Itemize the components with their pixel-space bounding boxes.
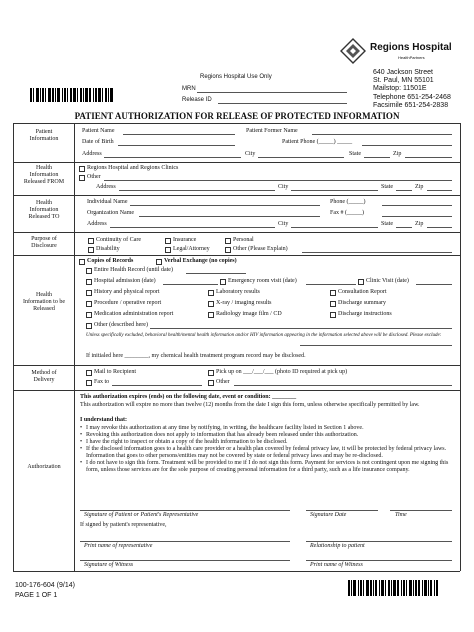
- to-zip-field[interactable]: [427, 227, 452, 228]
- rule: [13, 232, 460, 233]
- logo-text: Regions Hospital: [370, 42, 452, 53]
- rule: [74, 123, 75, 571]
- patient-state-label: State: [349, 151, 361, 157]
- from-state-field[interactable]: [396, 190, 412, 191]
- address-line: Facsimile 651-254-2838: [373, 101, 449, 109]
- patient-phone-label: Patient Phone (_____) _____: [282, 139, 353, 145]
- patient-address-label: Address: [82, 151, 102, 157]
- rule: [460, 123, 461, 571]
- from-other-field[interactable]: [104, 180, 452, 181]
- patient-city-field[interactable]: [258, 157, 344, 158]
- from-state-label: State: [381, 184, 393, 190]
- pickup-checkbox[interactable]: [208, 370, 214, 376]
- purpose-other-checkbox[interactable]: [225, 247, 231, 253]
- other-record-checkbox[interactable]: [86, 323, 92, 329]
- fax-field[interactable]: [112, 385, 202, 386]
- to-zip-label: Zip: [415, 221, 424, 227]
- understand-item: • If the disclosed information goes to a health care provider or a health plan covered by federal privacy law, it will be protected by federal privacy laws. Information that goes to other persons/entities may not be covered by state or federal privacy laws and may be re-disclosed.: [80, 446, 447, 459]
- copies-label: Copies of Records: [87, 258, 134, 264]
- radiology-label: Radiology image film / CD: [216, 311, 282, 317]
- address-line: Mailstop: 11501E: [373, 85, 427, 93]
- procedure-label: Procedure / operative report: [94, 300, 162, 306]
- hospital-admission-checkbox[interactable]: [86, 279, 92, 285]
- from-address-field[interactable]: [119, 190, 275, 191]
- mrn-line: [197, 92, 347, 93]
- logo-subtext: HealthPartners: [398, 55, 425, 60]
- to-individual-label: Individual Name: [87, 199, 128, 205]
- mrn-label: MRN: [182, 86, 196, 92]
- purpose-continuity-label: Continuity of Care: [96, 237, 141, 243]
- purpose-personal-checkbox[interactable]: [225, 238, 231, 244]
- patient-signature-field[interactable]: [80, 510, 290, 511]
- representative-note: If signed by patient's representative,: [80, 522, 167, 528]
- understand-item: • I have the right to inspect or obtain a copy of the health information to be disclosed.: [80, 439, 288, 445]
- dob-label: Date of Birth: [82, 139, 114, 145]
- section-purpose: Purpose of Disclosure: [31, 236, 57, 249]
- barcode-top: [30, 88, 120, 102]
- emergency-field[interactable]: [306, 284, 356, 285]
- print-witness-field[interactable]: [306, 560, 452, 561]
- discharge-instructions-label: Discharge instructions: [338, 311, 392, 317]
- from-city-label: City: [278, 184, 289, 190]
- hospital-address: [373, 69, 451, 110]
- purpose-insurance-checkbox[interactable]: [165, 238, 171, 244]
- consult-label: Consultation Report: [338, 289, 387, 295]
- to-phone-label: Phone (_____): [330, 199, 366, 205]
- entire-record-label: Entire Health Record (until date): [94, 267, 173, 273]
- from-regions-checkbox[interactable]: [79, 166, 85, 172]
- entire-record-checkbox[interactable]: [86, 268, 92, 274]
- purpose-insurance-label: Insurance: [173, 237, 197, 243]
- regions-logo-icon: [340, 38, 366, 64]
- rule: [13, 571, 460, 572]
- to-fax-field[interactable]: [382, 216, 452, 217]
- section-released-to: Health Information Released TO: [28, 200, 60, 220]
- section-method: Method of Delivery: [31, 370, 57, 383]
- from-other-checkbox[interactable]: [79, 175, 85, 181]
- section-health-released: Health Information to be Released: [23, 292, 65, 312]
- medication-checkbox[interactable]: [86, 312, 92, 318]
- patient-former-name-field[interactable]: [312, 134, 452, 135]
- exclusion-note: Unless specifically excluded, behavioral health/mental health information and/or HIV information appearing in the information selected above will be disclosed. Please exclude:: [86, 333, 442, 338]
- dob-field[interactable]: [118, 145, 235, 146]
- history-label: History and physical report: [94, 289, 160, 295]
- purpose-disability-label: Disability: [96, 246, 120, 252]
- xray-label: X-ray / imaging results: [216, 300, 272, 306]
- to-org-field[interactable]: [139, 216, 320, 217]
- fax-label: Fax to: [94, 379, 110, 385]
- expiration-statement: This authorization expires (ends) on the following date, event or condition: ________: [80, 394, 297, 400]
- section-patient-info: Patient Information: [29, 129, 59, 142]
- copies-checkbox[interactable]: [79, 259, 85, 265]
- clinic-visit-label: Clinic Visit (date): [366, 278, 409, 284]
- signature-time-field[interactable]: [390, 510, 452, 511]
- from-address-label: Address: [96, 184, 116, 190]
- address-line: St. Paul, MN 55101: [373, 77, 434, 85]
- release-id-label: Release ID: [182, 97, 212, 103]
- print-representative-field[interactable]: [80, 541, 290, 542]
- mail-label: Mail to Recipient: [94, 369, 136, 375]
- address-line: Telephone 651-254-2468: [373, 93, 451, 101]
- page-number: PAGE 1 OF 1: [15, 592, 58, 599]
- witness-signature-label: Signature of Witness: [84, 562, 134, 568]
- history-checkbox[interactable]: [86, 290, 92, 296]
- purpose-other-label: Other (Please Explain): [233, 246, 288, 252]
- purpose-continuity-checkbox[interactable]: [88, 238, 94, 244]
- emergency-checkbox[interactable]: [220, 279, 226, 285]
- other-record-label: Other (described here): [94, 322, 148, 328]
- to-org-label: Organization Name: [87, 210, 135, 216]
- form-number: 100-176-604 (9/14): [15, 582, 75, 589]
- section-authorization: Authorization: [27, 464, 61, 470]
- patient-state-field[interactable]: [364, 157, 390, 158]
- patient-name-label: Patient Name: [82, 128, 115, 134]
- patient-city-label: City: [245, 151, 256, 157]
- fax-checkbox[interactable]: [86, 380, 92, 386]
- understand-heading: I understand that:: [80, 417, 128, 423]
- consult-checkbox[interactable]: [330, 290, 336, 296]
- from-zip-label: Zip: [415, 184, 424, 190]
- from-zip-field[interactable]: [427, 190, 452, 191]
- to-fax-label: Fax # (_____): [330, 210, 364, 216]
- from-other-label: Other: [87, 174, 101, 180]
- emergency-label: Emergency room visit (date): [228, 278, 297, 284]
- verbal-checkbox[interactable]: [156, 259, 162, 265]
- patient-zip-label: Zip: [393, 151, 402, 157]
- xray-checkbox[interactable]: [208, 301, 214, 307]
- patient-former-name-label: Patient Former Name: [246, 128, 298, 134]
- rule: [13, 123, 460, 124]
- rule: [13, 123, 14, 571]
- print-representative-label: Print name of representative: [84, 543, 153, 549]
- purpose-legal-checkbox[interactable]: [165, 247, 171, 253]
- rule: [13, 365, 460, 366]
- relationship-label: Relationship to patient: [310, 543, 365, 549]
- address-line: 640 Jackson Street: [373, 69, 433, 76]
- understand-item: • I do not have to sign this form. Treatment will be provided to me if I do not sign this form. Payment for services is not contingent upon me signing this form, unless those services are for the sole purpose of creating personal information for a third party, such as a life insurance company.: [80, 460, 449, 473]
- rule: [13, 390, 460, 391]
- section-released-from: Health Information Released FROM: [23, 165, 65, 185]
- entire-record-field[interactable]: [186, 273, 246, 274]
- purpose-other-field[interactable]: [302, 252, 452, 253]
- to-address-field[interactable]: [110, 227, 275, 228]
- procedure-checkbox[interactable]: [86, 301, 92, 307]
- other-method-checkbox[interactable]: [208, 380, 214, 386]
- patient-name-field[interactable]: [123, 134, 235, 135]
- lab-checkbox[interactable]: [208, 290, 214, 296]
- relationship-field[interactable]: [306, 541, 452, 542]
- understand-list: [80, 425, 456, 474]
- medication-label: Medication administration report: [94, 311, 174, 317]
- use-only-label: Regions Hospital Use Only: [200, 74, 272, 80]
- to-individual-field[interactable]: [130, 205, 320, 206]
- default-expiration: This authorization will expire no more than twelve (12) months from the date I sign this form, unless otherwise specifically permitted by law.: [80, 402, 420, 408]
- purpose-legal-label: Legal/Attorney: [173, 246, 210, 252]
- other-record-field[interactable]: [150, 328, 452, 329]
- pickup-label: Pick up on ___/___/___ (photo ID required at pick up): [216, 369, 348, 375]
- discharge-summary-label: Discharge summary: [338, 300, 387, 306]
- to-city-label: City: [278, 221, 289, 227]
- from-regions-label: Regions Hospital and Regions Clinics: [87, 165, 179, 171]
- rule: [13, 162, 460, 163]
- hospital-admission-label: Hospital admission (date): [94, 278, 156, 284]
- exclusion-field[interactable]: [300, 345, 452, 346]
- to-address-label: Address: [87, 221, 107, 227]
- discharge-instructions-checkbox[interactable]: [330, 312, 336, 318]
- patient-zip-field[interactable]: [405, 157, 452, 158]
- patient-phone-field[interactable]: [362, 145, 452, 146]
- witness-signature-field[interactable]: [80, 560, 290, 561]
- discharge-summary-checkbox[interactable]: [330, 301, 336, 307]
- print-witness-label: Print name of Witness: [310, 562, 363, 568]
- patient-signature-label: Signature of Patient or Patient's Representative: [84, 512, 199, 518]
- clinic-visit-checkbox[interactable]: [358, 279, 364, 285]
- verbal-label: Verbal Exchange (no copies): [164, 258, 237, 264]
- signature-date-field[interactable]: [306, 510, 378, 511]
- release-id-line: [218, 103, 347, 104]
- purpose-personal-label: Personal: [233, 237, 254, 243]
- other-method-field[interactable]: [234, 385, 452, 386]
- lab-label: Laboratory results: [216, 289, 260, 295]
- to-phone-field[interactable]: [382, 205, 452, 206]
- chemical-health-initial: If initialed here ________, my chemical health treatment program record may be disclosed.: [86, 353, 306, 359]
- clinic-visit-field[interactable]: [416, 284, 452, 285]
- rule: [13, 195, 460, 196]
- understand-item: • Revoking this authorization does not apply to information that has already been released under this authorization.: [80, 432, 359, 438]
- barcode-bottom: [348, 580, 448, 596]
- from-city-field[interactable]: [291, 190, 378, 191]
- to-city-field[interactable]: [291, 227, 378, 228]
- logo: [340, 38, 450, 66]
- to-state-field[interactable]: [396, 227, 412, 228]
- patient-address-field[interactable]: [104, 157, 241, 158]
- radiology-checkbox[interactable]: [208, 312, 214, 318]
- signature-time-label: Time: [395, 512, 407, 518]
- hospital-admission-field[interactable]: [163, 284, 218, 285]
- form-title: PATIENT AUTHORIZATION FOR RELEASE OF PROTECTED INFORMATION: [74, 111, 400, 121]
- understand-item: • I may revoke this authorization at any time by notifying, in writing, the healthcare facility listed in Section 1 above.: [80, 425, 364, 431]
- rule: [13, 255, 460, 256]
- signature-date-label: Signature Date: [310, 512, 347, 518]
- mail-checkbox[interactable]: [86, 370, 92, 376]
- to-state-label: State: [381, 221, 393, 227]
- purpose-disability-checkbox[interactable]: [88, 247, 94, 253]
- other-method-label: Other: [216, 379, 230, 385]
